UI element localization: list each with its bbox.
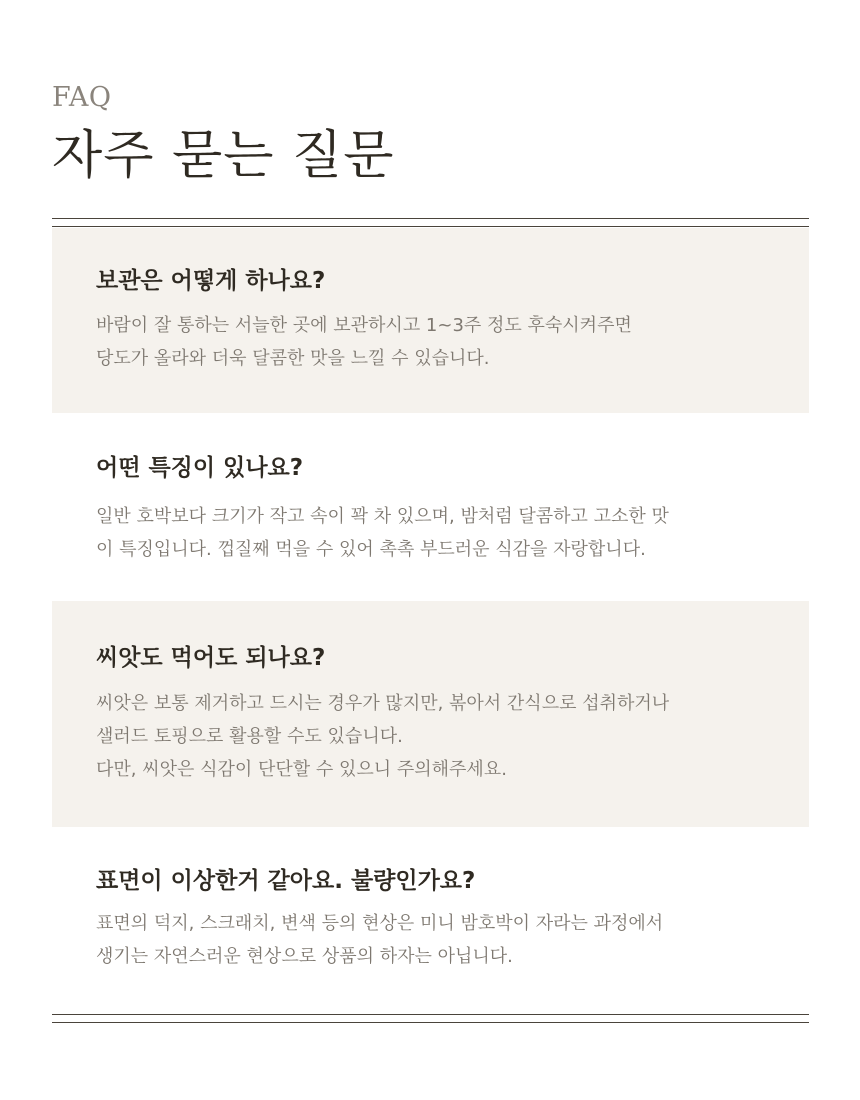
faq-question: 어떤 특징이 있나요?	[96, 455, 304, 481]
faq-answer-line: 다만, 씨앗은 식감이 단단할 수 있으니 주의해주세요.	[96, 759, 507, 780]
faq-question: 씨앗도 먹어도 되나요?	[96, 645, 326, 671]
bottom-double-divider	[52, 1014, 809, 1023]
section-eyebrow: FAQ	[52, 82, 112, 113]
faq-item	[52, 827, 809, 1014]
top-double-divider	[52, 218, 809, 227]
faq-item	[52, 601, 809, 827]
faq-answer	[96, 687, 776, 786]
faq-answer-line: 표면의 덕지, 스크래치, 변색 등의 현상은 미니 밤호박이 자라는 과정에서	[96, 913, 664, 934]
faq-answer-line: 씨앗은 보통 제거하고 드시는 경우가 많지만, 볶아서 간식으로 섭취하거나	[96, 693, 670, 714]
faq-answer	[96, 907, 776, 973]
faq-answer-line: 일반 호박보다 크기가 작고 속이 꽉 차 있으며, 밤처럼 달콤하고 고소한 맛	[96, 506, 669, 527]
faq-answer-line: 바람이 잘 통하는 서늘한 곳에 보관하시고 1~3주 정도 후숙시켜주면	[96, 315, 632, 336]
faq-answer-line: 당도가 올라와 더욱 달콤한 맛을 느낄 수 있습니다.	[96, 348, 490, 369]
faq-answer-line: 샐러드 토핑으로 활용할 수도 있습니다.	[96, 726, 403, 747]
faq-item	[52, 228, 809, 413]
faq-answer	[96, 500, 776, 566]
faq-question: 표면이 이상한거 같아요. 불량인가요?	[96, 868, 476, 894]
faq-question: 보관은 어떻게 하나요?	[96, 268, 326, 294]
faq-answer	[96, 309, 776, 375]
page-title: 자주 묻는 질문	[52, 126, 395, 186]
faq-item	[52, 413, 809, 601]
faq-answer-line: 이 특징입니다. 껍질째 먹을 수 있어 촉촉 부드러운 식감을 자랑합니다.	[96, 539, 646, 560]
faq-answer-line: 생기는 자연스러운 현상으로 상품의 하자는 아닙니다.	[96, 946, 513, 967]
